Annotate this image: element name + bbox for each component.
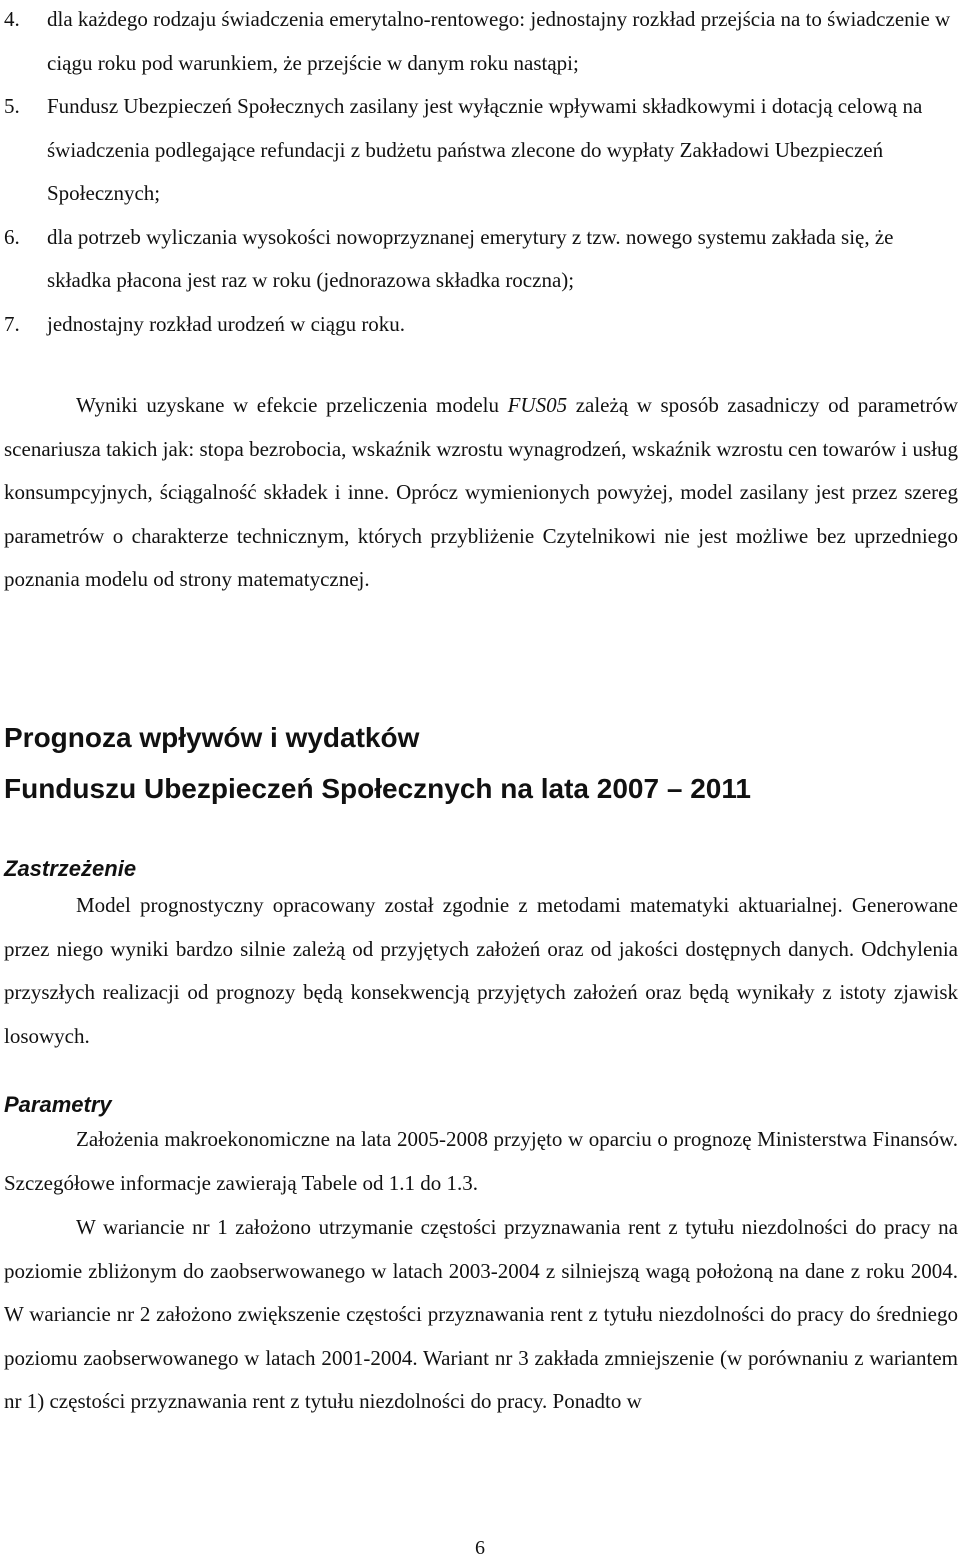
list-item	[0, 85, 960, 216]
list-item-number: 4.	[4, 7, 20, 31]
results-text-after: zależą w sposób zasadniczy od parametrów scenariusza takich jak: stopa bezrobocia, wskaźnik wzrostu wynagrodzeń, wskaźnik wzrostu cen towarów i usług konsumpcyjnych, ściągalność składek i inne. Oprócz wymienionych powyżej, model zasilany jest przez szereg parametrów o charakterze technicznym, których przybliżenie Czytelnikowi nie jest możliwe bez uprzedniego poznania modelu od strony matematycznej.	[4, 393, 958, 591]
list-item-text: jednostajny rozkład urodzeń w ciągu roku.	[47, 311, 406, 336]
list-item	[0, 303, 960, 347]
section-title-line-2: Funduszu Ubezpieczeń Społecznych na lata 2007 – 2011	[4, 773, 751, 804]
disclaimer-text: Model prognostyczny opracowany został zgodnie z metodami matematyki aktuarialnej. Generowane przez niego wyniki bardzo silnie zależą od przyjętych założeń oraz od jakości dostępnych danych. Odchylenia przyszłych realizacji od prognozy będą konsekwencją przyjętych założeń oraz będą wynikały z istoty zjawisk losowych.	[4, 893, 958, 1048]
list-item-number: 6.	[4, 224, 20, 249]
model-name: FUS05	[507, 393, 568, 417]
list-item-text: Fundusz Ubezpieczeń Społecznych zasilany jest wyłącznie wpływami składkowymi i dotacją celową na świadczenia podlegające refundacji z budżetu państwa zlecone do wypłaty Zakładowi Ubezpieczeń Społecznych;	[47, 94, 923, 205]
list-item	[0, 0, 960, 85]
page-number: 6	[475, 1537, 485, 1559]
assumptions-list	[0, 0, 960, 346]
list-item-number: 7.	[4, 311, 20, 336]
results-paragraph	[4, 384, 958, 602]
list-item-text: dla potrzeb wyliczania wysokości nowoprzyznanej emerytury z tzw. nowego systemu zakłada się, że składka płacona jest raz w roku (jednorazowa składka roczna);	[47, 224, 894, 292]
parameters-paragraph-2: W wariancie nr 1 założono utrzymanie częstości przyznawania rent z tytułu niezdolności do pracy na poziomie zbliżonym do zaobserwowanego w latach 2003-2004 z silniejszą wagą położoną na dane z roku 2004. W wariancie nr 2 założono zwiększenie częstości przyznawania rent z tytułu niezdolności do pracy do średniego poziomu zaobserwowanego w latach 2001-2004. Wariant nr 3 zakłada zmniejszenie (w porównaniu z wariantem nr 1) częstości przyznawania rent z tytułu niezdolności do pracy. Ponadto w	[4, 1215, 958, 1413]
section-title-line-1: Prognoza wpływów i wydatków	[4, 722, 420, 753]
results-text-before: Wyniki uzyskane w efekcie przeliczenia modelu	[76, 393, 508, 417]
list-item-text: dla każdego rodzaju świadczenia emerytalno-rentowego: jednostajny rozkład przejścia na to świadczenie w ciągu roku pod warunkiem, że przejście w danym roku nastąpi;	[47, 7, 951, 75]
list-item-number: 5.	[4, 94, 20, 118]
parameters-paragraph-1: Założenia makroekonomiczne na lata 2005-2008 przyjęto w oparciu o prognozę Ministerstwa Finansów. Szczegółowe informacje zawierają Tabele od 1.1 do 1.3.	[4, 1127, 958, 1195]
list-item	[0, 216, 960, 303]
disclaimer-heading: Zastrzeżenie	[4, 856, 137, 881]
parameters-heading: Parametry	[4, 1092, 112, 1117]
